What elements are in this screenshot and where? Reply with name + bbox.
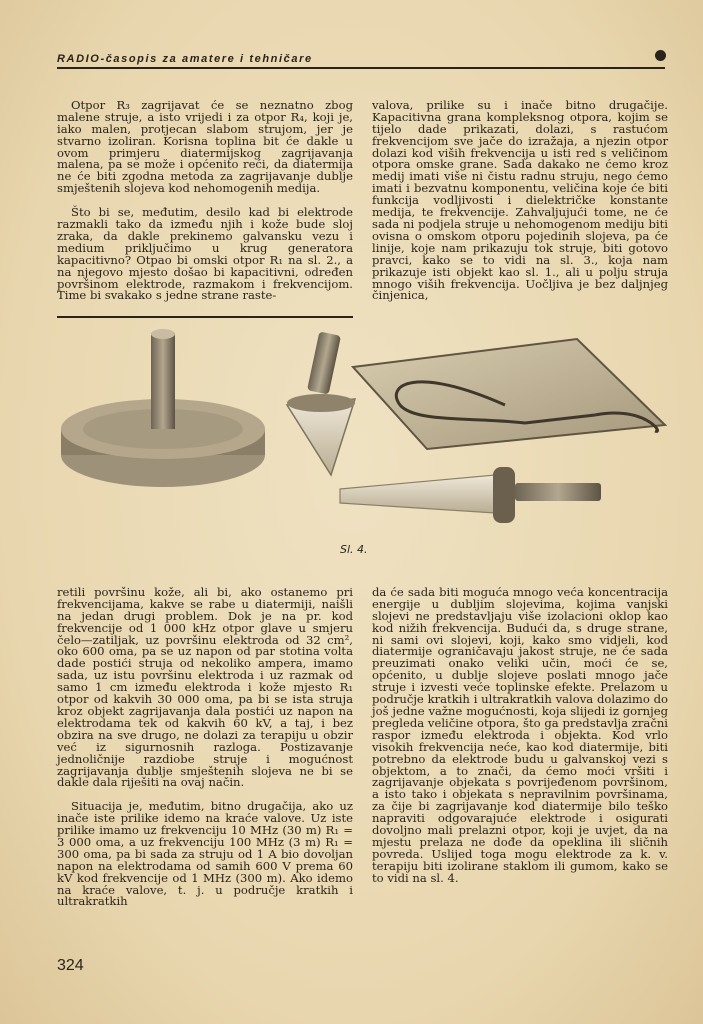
paragraph: valova, prilike su i inače bitno drugačije. Kapacitivna grana kompleksnog otpora, kojim se tijelo dade prikazati, dolazi, s rastućom frekvencijom sve jače do izražaja, a njezin otpor dolazi kod viših frekvencija u isti red s veličinom otpora omske grane. Sada dakako ne ćemo kroz medij imati više ni čistu radnu struju, nego ćemo imati i bezvatnu komponentu, veličina koje će biti funkcija vodljivosti i dielektričke konstante medija, te frekvencije. Zahvaljujući tome, ne će sada ni podjela struje u nehomogenom mediju biti ovisna o omskom otporu pojedinih slojeva, pa će linije, koje nam prikazuju tok struje, biti gotovo pravci, kako se to vidi na sl. 3., koja nam prikazuje isti objekt kao sl. 1., ali u polju struja mnogo viših frekvencija. Uočljiva je bez daljnjeg činjenica, bbox=[372, 97, 668, 303]
text-column-bottom-right bbox=[372, 575, 668, 896]
cone-electrode bbox=[287, 331, 355, 475]
disc-electrode bbox=[61, 329, 265, 487]
paragraph: Otpor R₃ zagrijavat će se neznatno zbog malene struje, a isto vrijedi i za otpor R₄, koji je, iako malen, protjecan slabom strujom, jer je stvarno izoliran. Korisna toplina bit će dakle u ovom primjeru diatermijskog zagrijavanja malena, pa se može i općenito reći, da diatermija ne će biti zgodna metoda za zagrijavanje dublje smještenih slojeva kod nehomogenih medija. bbox=[57, 97, 353, 196]
paragraph: da će sada biti moguća mnogo veća koncentracija energije u dubljim slojevima, kojima vanjski slojevi ne predstavljaju više izolacioni oklop kao kod nižih frekvencija. Budući da, s druge strane, ni sami ovi slojevi, koji, kako smo vidjeli, kod diatermije ograničavaju jakost struje, ne će sada preuzimati onako veliki učin, moći će se, općenito, u dublje slojeve poslati mnogo jače struje i izvesti veće toplinske efekte. Prelazom u područje kratkih i ultrakratkih valova dolazimo do još jedne važne mogućnosti, koja slijedi iz gornjeg pregleda veličine otpora, što ga predstavlja zračni raspor između elektroda i objekta. Kod vrlo visokih frekvencija neće, kao kod diatermije, biti potrebno da elektrode budu u galvanskoj vezi s objektom, a to znači, da ćemo moći vršiti i zagrijavanje objekata s povrijeđenom površinom, a isto tako i objekata s nepravilnim površinama, za čije bi zagrijavanje kod diatermije bilo teško napraviti odgovarajuće elektrode i osigurati dovoljno mali prelazni otpor, koji je uvjet, da na mjestu prelaza ne dođe da opeklina ili sličnih povreda. Uslijed toga mogu elektrode za k. v. terapiju biti izolirane staklom ili gumom, kako se to vidi na sl. 4. bbox=[372, 584, 668, 885]
header-bullet bbox=[655, 50, 666, 61]
paragraph: Što bi se, međutim, desilo kad bi elektrode razmakli tako da između njih i kože bude sloj zraka, da dakle prekinemo galvansku vezu i medium priključimo u krug generatora kapacitivno? Otpao bi omski otpor R₁ na sl. 2., a na njegovo mjesto došao bi kapacitivni, određen površinom elektrode, razmakom i frekvencijom. Time bi svakako s jedne strane raste- bbox=[57, 205, 353, 303]
tube-electrode bbox=[340, 467, 601, 523]
text-column-top-right bbox=[372, 88, 668, 314]
header-rule bbox=[57, 67, 665, 69]
figure-caption: Sl. 4. bbox=[340, 543, 368, 556]
text-column-bottom-left bbox=[57, 575, 353, 920]
flat-pad-electrode bbox=[353, 339, 665, 449]
paragraph: Situacija je, međutim, bitno drugačija, ako uz inače iste prilike idemo na kraće valove. Uz iste prilike imamo uz frekvenciju 10 MHz (30 m) R₁ = 3 000 oma, a uz frekvenciju 100 MHz (3 m) R₁ = 300 oma, pa bi sada za struju od 1 A bio dovoljan napon na elektrodama od samih 600 V prema 60 kV kod frekvencije od 1 MHz (300 m). Ako idemo na kraće valove, t. j. u područje kratkih i ultrakratkih bbox=[57, 799, 353, 909]
paragraph: retili površinu kože, ali bi, ako ostanemo pri frekvencijama, kakve se rabe u diatermiji, naišli na jedan drugi problem. Dok je na pr. kod frekvencije od 1 000 kHz otpor glave u smjeru čelo—zatiljak, uz površinu elektroda od 32 cm², oko 600 oma, pa se uz napon od par stotina volta dade postići struja od nekoliko ampera, imamo sada, uz istu površinu elektroda i uz razmak od samo 1 cm između elektroda i kože mjesto R₁ otpor od kakvih 30 000 oma, pa bi se ista struja kroz objekt zagrijavanja dala postići uz napon na elektrodama tek od kakvih 60 kV, a taj, i bez obzira na sve drugo, ne dolazi za terapiju u obzir već iz sigurnosnih razloga. Postizavanje jednoličnije razdiobe struje i mogućnost zagrijavanja dublje smještenih slojeva ne bi se dakle dala riješiti na ovaj način. bbox=[57, 584, 353, 790]
figure-electrodes-photo bbox=[55, 325, 667, 545]
page-number: 324 bbox=[57, 957, 84, 974]
running-header: RADIO-časopis za amatere i tehničare bbox=[57, 53, 313, 65]
text-column-top-left bbox=[57, 88, 353, 314]
column-end-rule bbox=[57, 316, 353, 318]
